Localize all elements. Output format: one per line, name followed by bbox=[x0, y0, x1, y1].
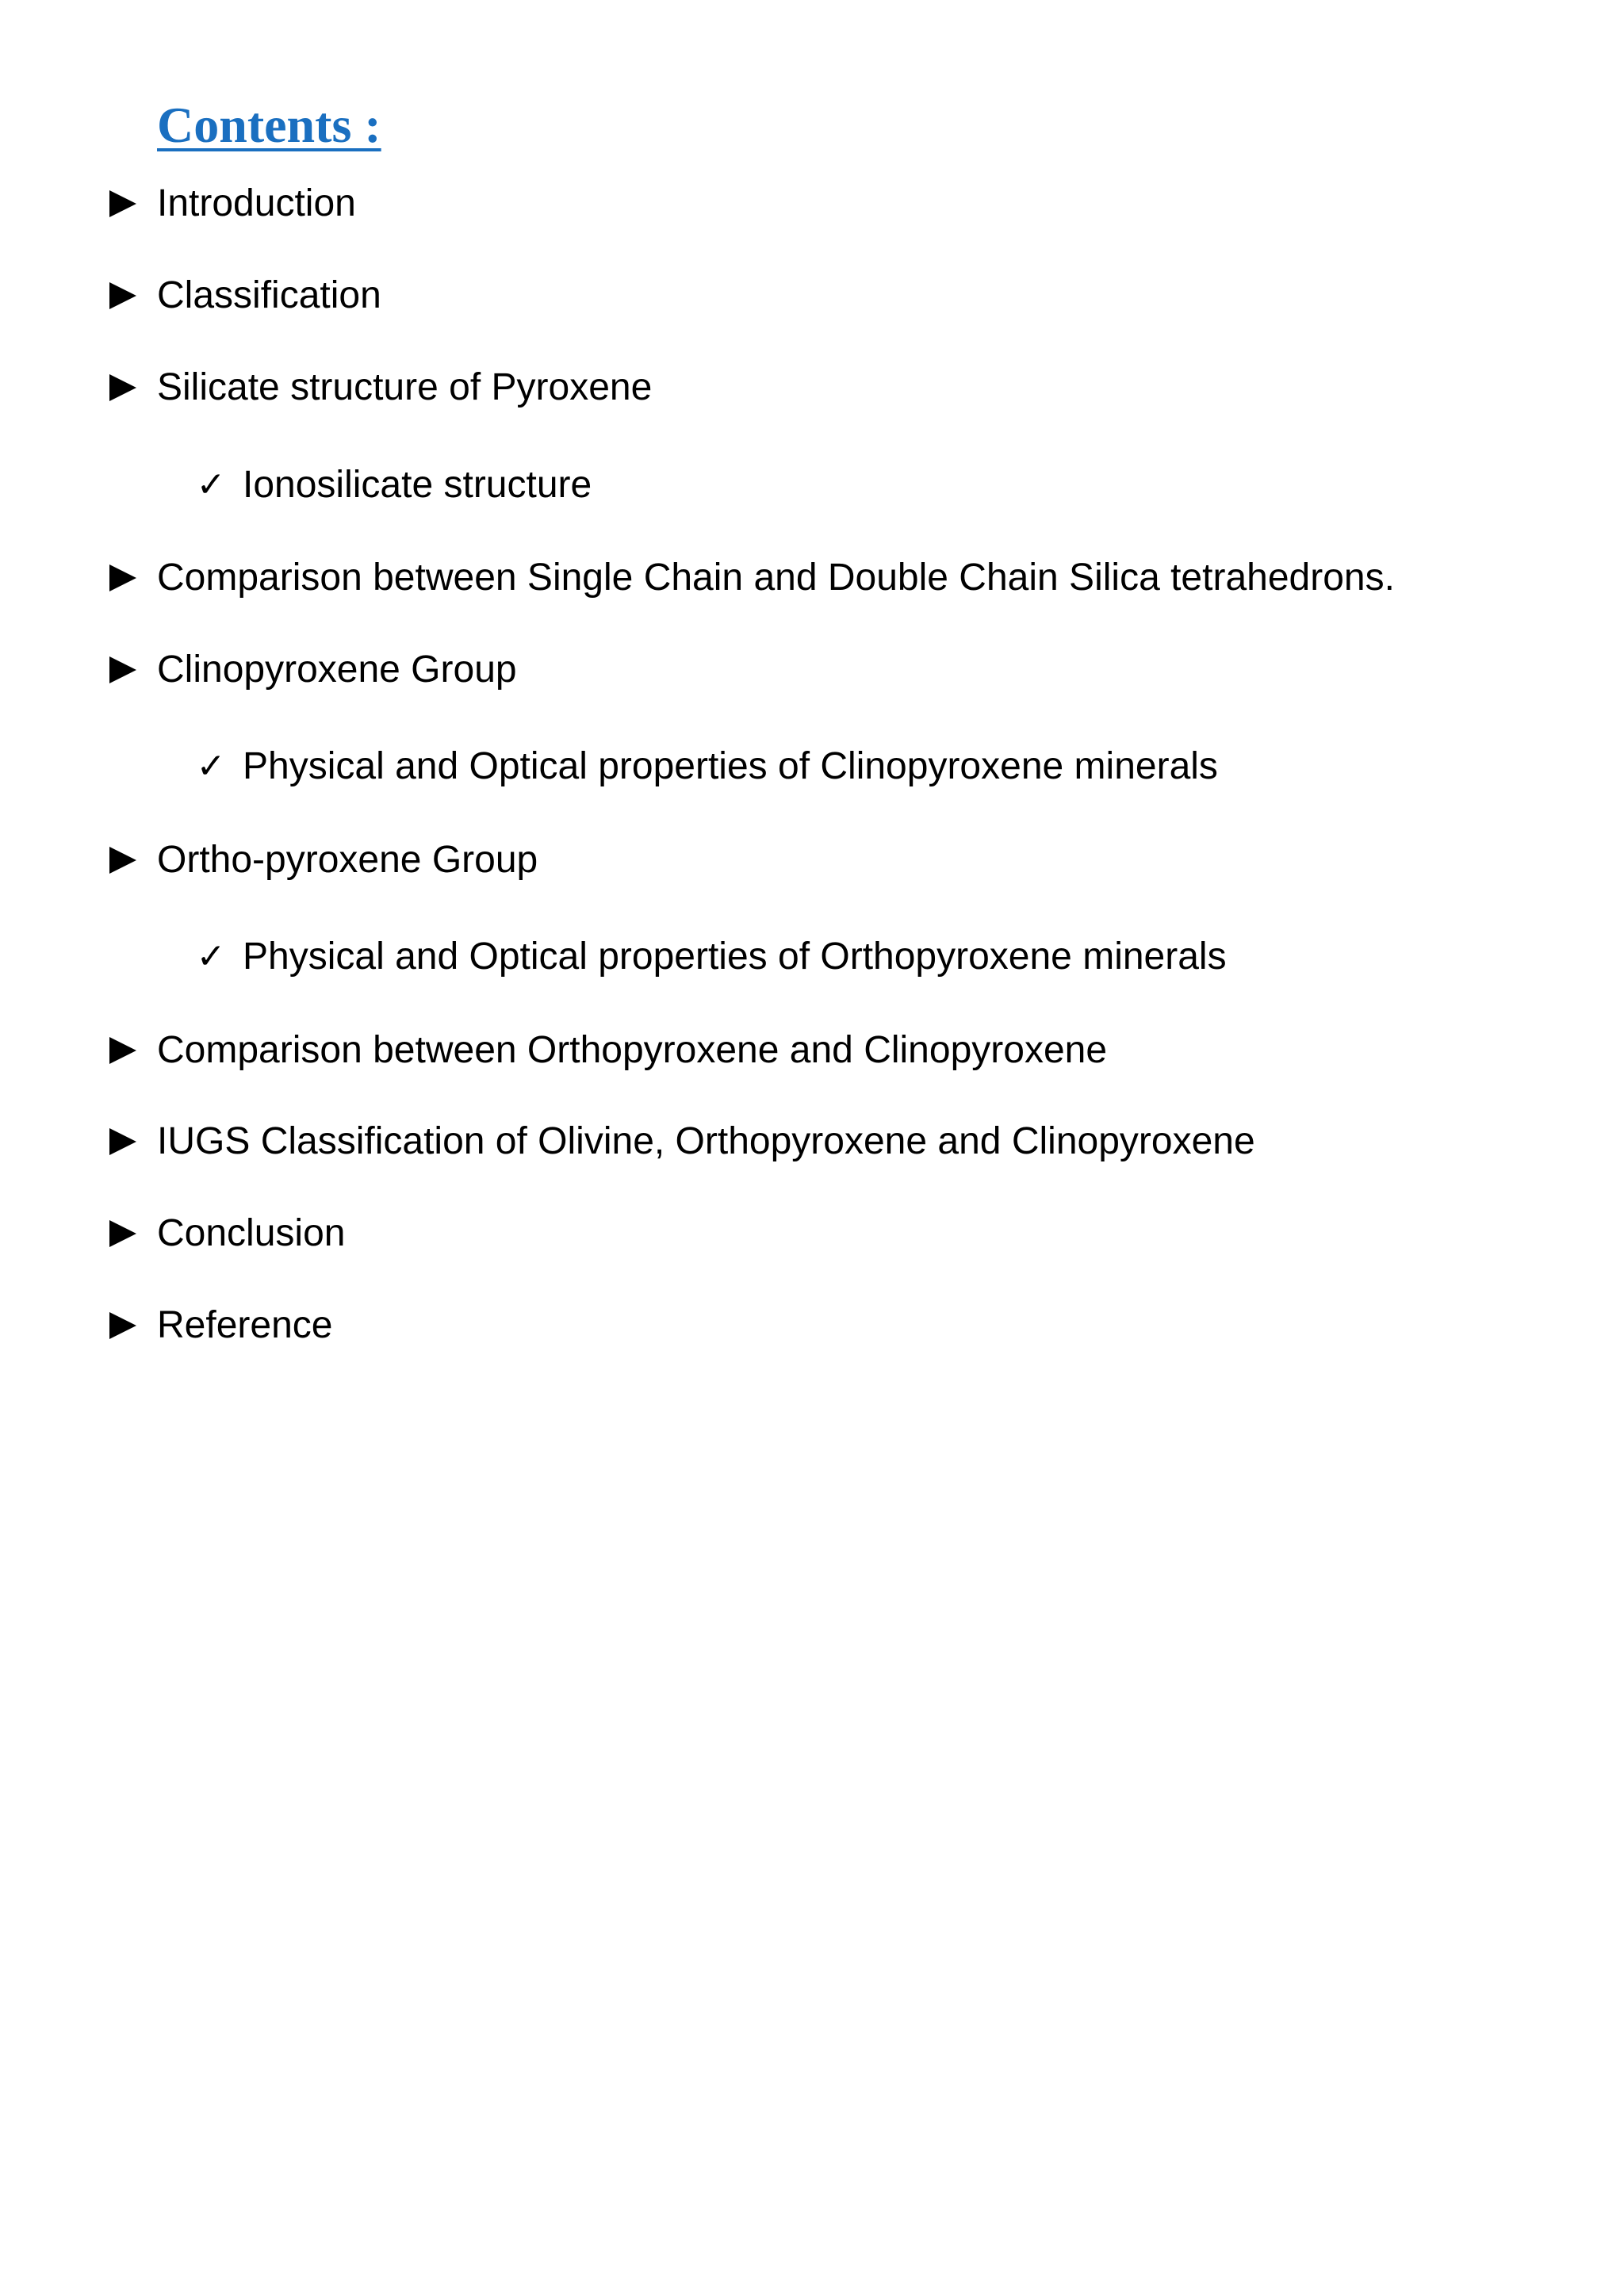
toc-item bbox=[109, 176, 356, 232]
arrow-right-icon bbox=[109, 847, 136, 874]
toc-subitem-label: Physical and Optical properties of Clinopyroxene minerals bbox=[243, 745, 1218, 787]
arrow-right-icon bbox=[109, 1128, 136, 1155]
check-icon: ✓ bbox=[196, 465, 226, 505]
toc-item-label: Introduction bbox=[157, 182, 356, 224]
toc-item bbox=[109, 1114, 1255, 1169]
toc-subitem bbox=[195, 739, 1218, 794]
toc-subitem-label: Physical and Optical properties of Orthopyroxene minerals bbox=[243, 936, 1227, 978]
arrow-right-icon bbox=[109, 374, 136, 401]
toc-item bbox=[109, 642, 517, 698]
arrow-right-icon bbox=[109, 1312, 136, 1339]
toc-item bbox=[109, 1298, 332, 1353]
toc-item-label: Classification bbox=[157, 274, 381, 316]
check-icon: ✓ bbox=[196, 746, 226, 786]
toc-item bbox=[109, 360, 652, 415]
arrow-right-icon bbox=[109, 1220, 136, 1247]
toc-item-label: Conclusion bbox=[157, 1212, 346, 1254]
toc-item-label: Reference bbox=[157, 1304, 333, 1346]
toc-item bbox=[109, 268, 381, 323]
toc-subitem bbox=[195, 457, 592, 513]
toc-item-label: IUGS Classification of Olivine, Orthopyroxene and Clinopyroxene bbox=[157, 1120, 1255, 1162]
arrow-right-icon bbox=[109, 564, 136, 591]
arrow-right-icon bbox=[109, 190, 136, 217]
toc-item-label: Comparison between Orthopyroxene and Clinopyroxene bbox=[157, 1029, 1108, 1071]
toc-item-label: Clinopyroxene Group bbox=[157, 649, 517, 691]
toc-item bbox=[109, 832, 538, 888]
arrow-right-icon bbox=[109, 1037, 136, 1064]
toc-item bbox=[109, 550, 1395, 606]
toc-item-label: Comparison between Single Chain and Double Chain Silica tetrahedrons. bbox=[157, 557, 1395, 599]
arrow-right-icon bbox=[109, 656, 136, 683]
toc-subitem bbox=[195, 929, 1227, 985]
toc-item bbox=[109, 1206, 345, 1261]
check-icon: ✓ bbox=[196, 936, 226, 977]
toc-item bbox=[109, 1023, 1107, 1078]
toc-item-label: Silicate structure of Pyroxene bbox=[157, 366, 653, 408]
toc-item-label: Ortho-pyroxene Group bbox=[157, 839, 538, 881]
contents-heading: Contents : bbox=[157, 97, 381, 153]
arrow-right-icon bbox=[109, 282, 136, 309]
toc-subitem-label: Ionosilicate structure bbox=[243, 464, 592, 506]
